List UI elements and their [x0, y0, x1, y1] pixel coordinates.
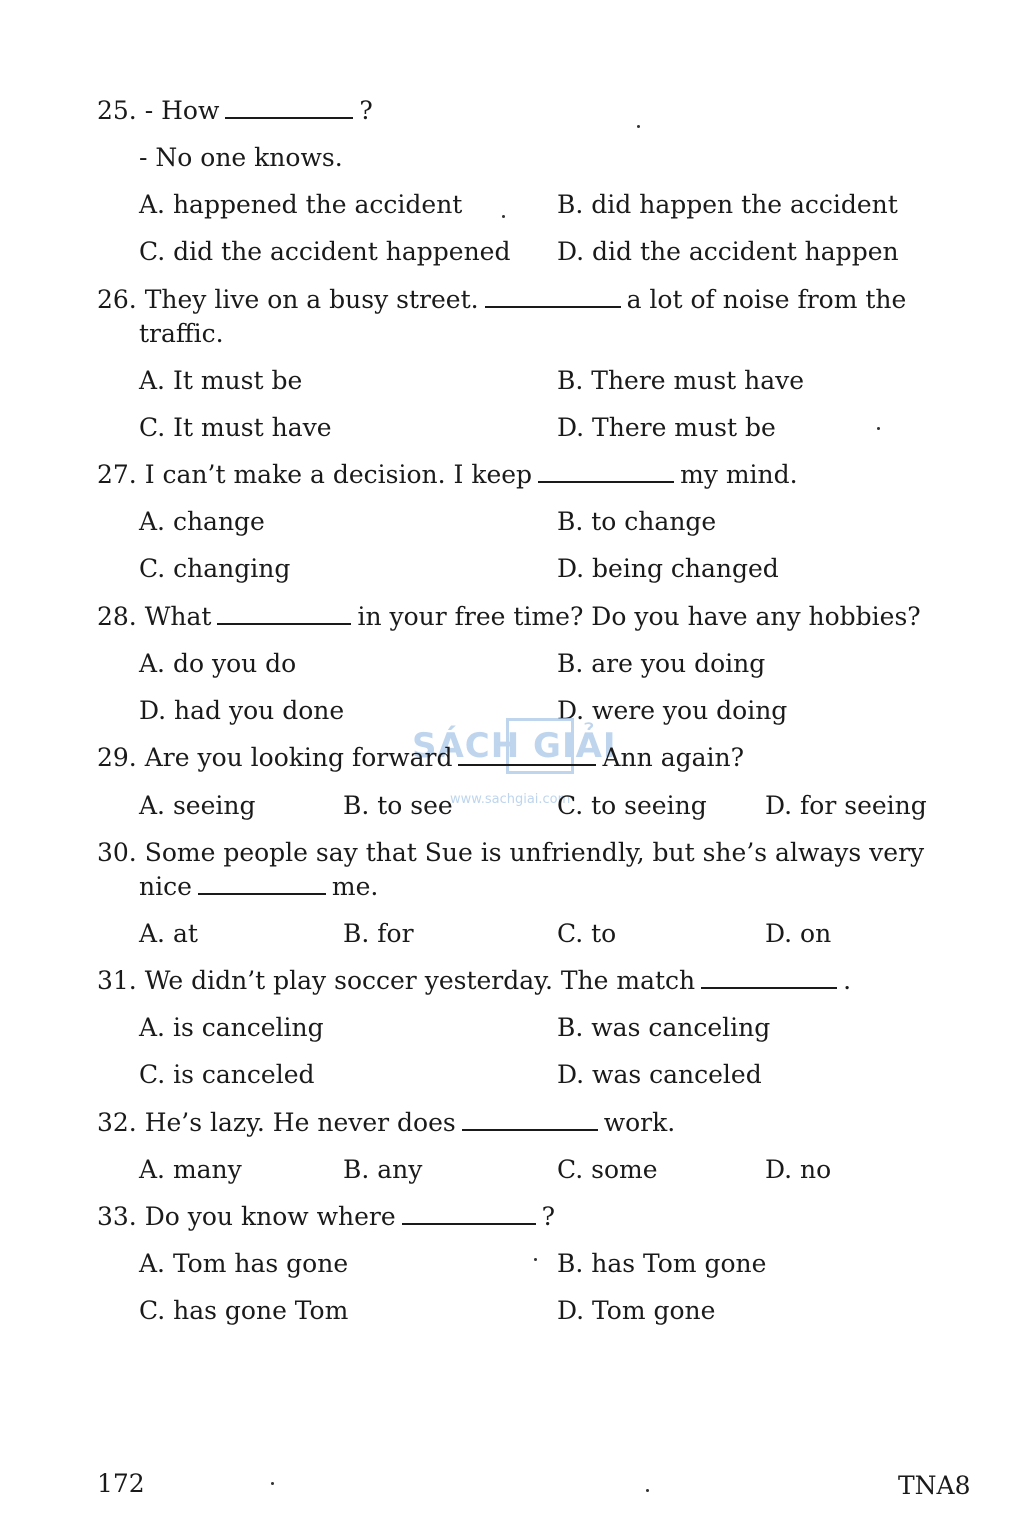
option-25-d: D. did the accident happen — [557, 237, 899, 266]
question-26-stem-line2: traffic. — [139, 319, 224, 348]
watermark-url: www.sachgiai.com — [450, 792, 571, 807]
option-30-d: D. on — [765, 919, 832, 948]
option-26-b: B. There must have — [557, 366, 805, 395]
option-31-c: C. is canceled — [139, 1060, 315, 1089]
option-27-a: A. change — [139, 507, 265, 536]
scan-speck — [646, 1489, 649, 1492]
option-33-a: A. Tom has gone — [139, 1249, 349, 1278]
option-30-b: B. for — [343, 919, 414, 948]
option-29-b: B. to see — [343, 791, 453, 820]
option-33-d: D. Tom gone — [557, 1296, 716, 1325]
question-26-stem: 26. They live on a busy street. a lot of noise from the — [97, 285, 907, 314]
option-29-c: C. to seeing — [557, 791, 707, 820]
option-32-a: A. many — [139, 1155, 242, 1184]
question-30-stem: 30. Some people say that Sue is unfriendly, but she’s always very — [97, 838, 925, 867]
option-28-a: A. do you do — [139, 649, 297, 678]
option-29-d: D. for seeing — [765, 791, 927, 820]
option-31-d: D. was canceled — [557, 1060, 762, 1089]
option-33-c: C. has gone Tom — [139, 1296, 349, 1325]
option-25-a: A. happened the accident — [139, 190, 463, 219]
option-33-b: B. has Tom gone — [557, 1249, 767, 1278]
option-32-d: D. no — [765, 1155, 832, 1184]
question-28-stem: 28. What in your free time? Do you have any hobbies? — [97, 602, 921, 631]
option-31-b: B. was canceling — [557, 1013, 771, 1042]
option-31-a: A. is canceling — [139, 1013, 324, 1042]
book-code: TNA8 — [898, 1471, 971, 1500]
option-30-a: A. at — [139, 919, 198, 948]
question-27-stem: 27. I can’t make a decision. I keep my mind. — [97, 460, 798, 489]
scan-speck — [502, 215, 505, 218]
scan-speck — [271, 1482, 274, 1485]
question-32-stem: 32. He’s lazy. He never does work. — [97, 1108, 676, 1137]
option-32-b: B. any — [343, 1155, 423, 1184]
option-26-a: A. It must be — [139, 366, 303, 395]
scan-speck — [534, 1258, 537, 1261]
question-30-stem-line2: nice me. — [139, 872, 379, 901]
question-33-stem: 33. Do you know where ? — [97, 1202, 556, 1231]
option-29-a: A. seeing — [139, 791, 256, 820]
option-30-c: C. to — [557, 919, 617, 948]
option-28-c: D. had you done — [139, 696, 345, 725]
question-31-stem: 31. We didn’t play soccer yesterday. The match . — [97, 966, 852, 995]
question-25-stem: 25. - How ? — [97, 96, 373, 125]
option-26-c: C. It must have — [139, 413, 332, 442]
page-number: 172 — [97, 1469, 145, 1498]
option-27-d: D. being changed — [557, 554, 779, 583]
option-32-c: C. some — [557, 1155, 658, 1184]
option-27-b: B. to change — [557, 507, 717, 536]
option-25-b: B. did happen the accident — [557, 190, 898, 219]
scan-speck — [877, 427, 880, 430]
option-28-b: B. are you doing — [557, 649, 766, 678]
question-25-response: - No one knows. — [139, 143, 343, 172]
option-26-d: D. There must be — [557, 413, 776, 442]
option-27-c: C. changing — [139, 554, 291, 583]
option-25-c: C. did the accident happened — [139, 237, 511, 266]
option-28-d: D. were you doing — [557, 696, 788, 725]
question-29-stem: 29. Are you looking forward Ann again? — [97, 743, 745, 772]
scan-speck — [637, 125, 640, 128]
watermark-brand: SÁCH GIẢI — [412, 726, 617, 766]
